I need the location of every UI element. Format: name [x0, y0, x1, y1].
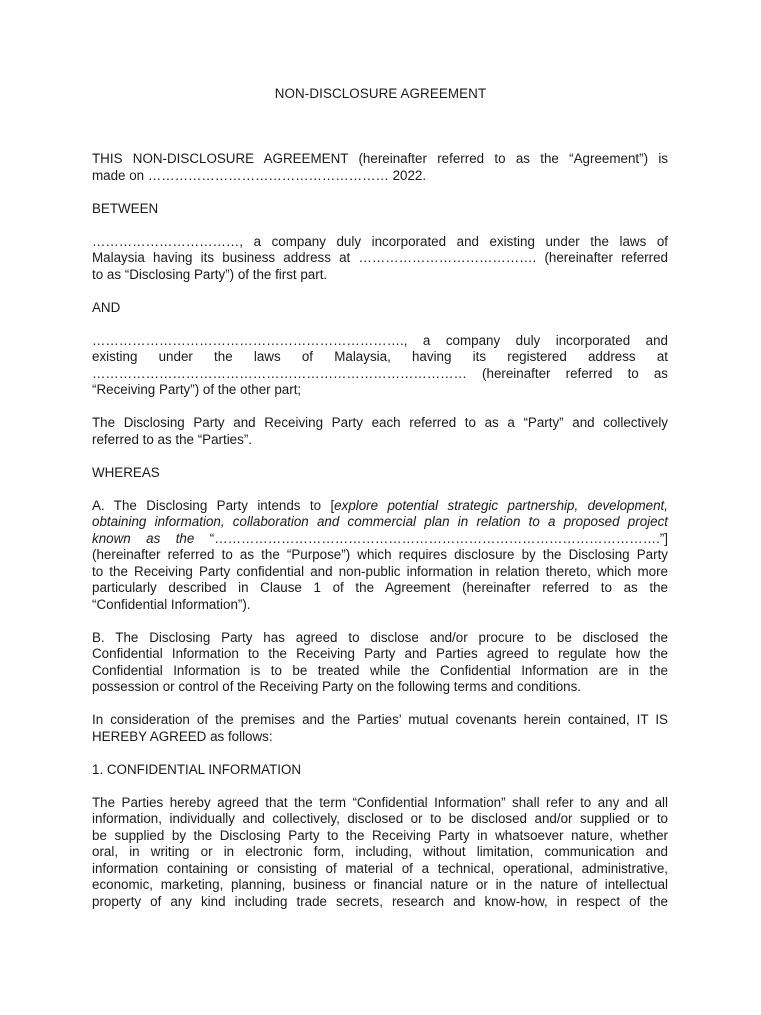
- section-1-paragraph: [92, 795, 668, 911]
- section-1-line: property of any kind including trade secrets, research and know-how, in respect of the: [92, 893, 668, 909]
- consideration-paragraph: [92, 712, 668, 745]
- disclosing-party-line: ……………………………, a company duly incorporated and existing under the laws of: [92, 233, 668, 249]
- recital-a-prefix: A. The Disclosing Party intends to [: [92, 497, 335, 513]
- consideration-line: In consideration of the premises and the Parties’ mutual covenants herein contained, IT IS: [92, 712, 668, 727]
- receiving-party-line: “Receiving Party”) of the other part;: [92, 382, 302, 397]
- recital-a-italic: explore potential strategic partnership, development,: [334, 497, 668, 513]
- recital-a-project-blank: “……………………………………………………………………………………….”]: [194, 530, 668, 546]
- recital-a-paragraph: [92, 498, 668, 614]
- between-label: BETWEEN: [92, 200, 159, 216]
- intro-line: THIS NON-DISCLOSURE AGREEMENT (hereinafter referred to as the “Agreement”) is: [92, 151, 668, 166]
- recital-b-paragraph: [92, 630, 668, 696]
- recital-a-italic-line: obtaining information, collaboration and commercial plan in relation to a proposed project: [92, 514, 668, 529]
- disclosing-party-line: to as “Disclosing Party”) of the first part.: [92, 266, 328, 282]
- receiving-party-paragraph: [92, 333, 668, 399]
- parties-definition-paragraph: [92, 415, 668, 448]
- recital-a-italic: known as the: [92, 530, 195, 546]
- receiving-party-line: ……………………………………………………………., a company duly incorporated and: [92, 332, 668, 348]
- recital-b-line: Confidential Information is to be treated while the Confidential Information are in the: [92, 662, 668, 678]
- recital-a-line: (hereinafter referred to as the “Purpose”) which requires disclosure by the Disclosing Party: [92, 547, 668, 562]
- section-1-line: The Parties hereby agreed that the term “Confidential Information” shall refer to any and all: [92, 794, 668, 810]
- recital-a-line: [92, 498, 668, 515]
- whereas-label: WHEREAS: [92, 464, 160, 480]
- receiving-party-line: ………………………………………………………………………… (hereinafter referred to as: [92, 365, 668, 381]
- recital-a-line: [92, 531, 668, 548]
- disclosing-party-line: Malaysia having its business address at …………………………………. (hereinafter referred: [92, 250, 668, 265]
- section-1-line: be supplied by the Disclosing Party to the Receiving Party in whatsoever nature, whether: [92, 827, 668, 843]
- section-1-line: oral, in writing or in electronic form, including, without limitation, communication and: [92, 844, 668, 859]
- and-label: AND: [92, 299, 121, 315]
- intro-line: made on ……………………………………………… 2022.: [92, 167, 427, 183]
- consideration-line: HEREBY AGREED as follows:: [92, 728, 273, 744]
- receiving-party-line: existing under the laws of Malaysia, having its registered address at: [92, 349, 668, 364]
- recital-b-line: possession or control of the Receiving Party on the following terms and conditions.: [92, 679, 582, 694]
- parties-definition-line: referred to as the “Parties”.: [92, 431, 253, 447]
- section-1-heading: 1. CONFIDENTIAL INFORMATION: [92, 761, 302, 777]
- intro-paragraph: [92, 151, 668, 184]
- recital-b-line: B. The Disclosing Party has agreed to disclose and/or procure to be disclosed the: [92, 629, 668, 645]
- recital-b-line: Confidential Information to the Receiving Party and Parties agreed to regulate how the: [92, 646, 668, 661]
- section-1-line: economic, marketing, planning, business or financial nature or in the nature of intellectual: [92, 877, 668, 892]
- section-1-line: information containing or consisting of material of a technical, operational, administrative,: [92, 860, 668, 876]
- document-body: [92, 151, 668, 927]
- parties-definition-line: The Disclosing Party and Receiving Party each referred to as a “Party” and collectively: [92, 415, 668, 430]
- recital-a-line: particularly described in Clause 1 of the Agreement (hereinafter referred to as the: [92, 580, 668, 595]
- document-title: NON-DISCLOSURE AGREEMENT: [274, 86, 487, 101]
- recital-a-line: “Confidential Information”).: [92, 596, 251, 612]
- recital-a-line: to the Receiving Party confidential and non-public information in relation thereto, which more: [92, 563, 668, 579]
- section-1-line: information, individually and collectively, disclosed or to be disclosed and/or supplied or to: [92, 811, 668, 826]
- disclosing-party-paragraph: [92, 234, 668, 284]
